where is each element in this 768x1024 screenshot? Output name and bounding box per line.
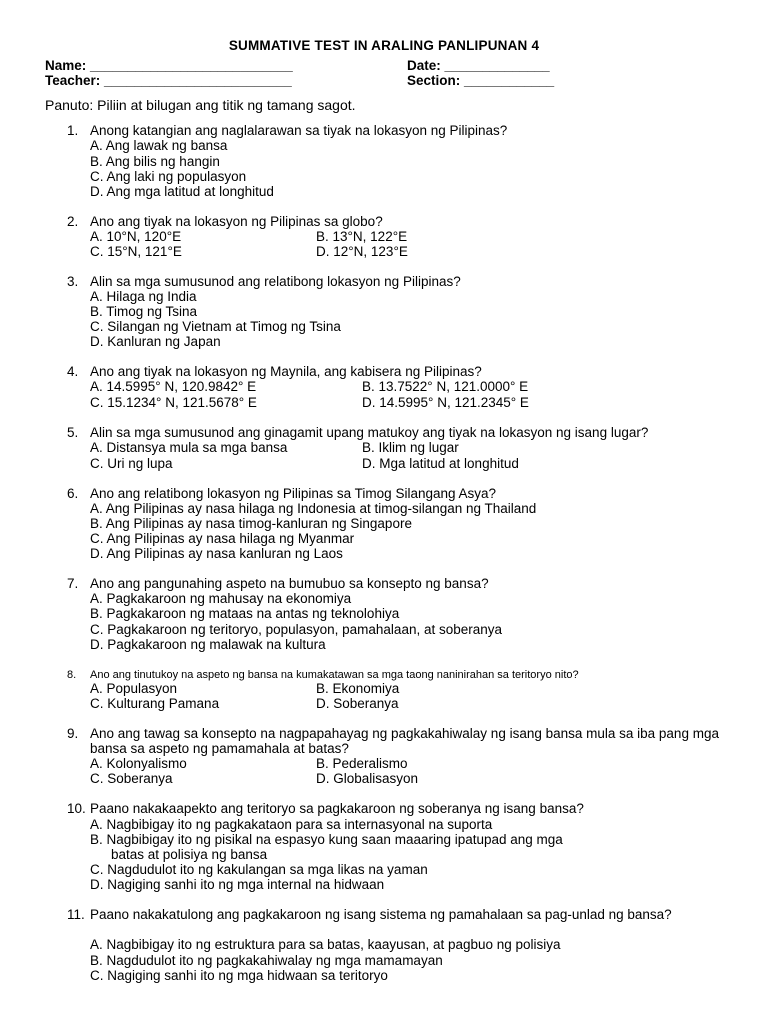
option-b[interactable]: B. Ang Pilipinas ay nasa timog-kanluran ng Singapore — [90, 516, 412, 531]
option-a[interactable]: A. Nagbibigay ito ng estruktura para sa batas, kaayusan, at pagbuo ng polisiya — [90, 937, 561, 952]
question-number: 2. — [67, 214, 79, 229]
name-field — [45, 58, 293, 73]
option-a[interactable]: A. Kolonyalismo — [90, 756, 187, 771]
option-d[interactable]: D. 14.5995° N, 121.2345° E — [362, 395, 529, 410]
option-a[interactable]: A. Nagbibigay ito ng pagkakataon para sa internasyonal na suporta — [90, 817, 493, 832]
option-a[interactable]: A. Distansya mula sa mga bansa — [90, 440, 288, 455]
option-d[interactable]: D. Soberanya — [316, 696, 399, 711]
option-a[interactable]: A. Ang lawak ng bansa — [90, 138, 228, 153]
teacher-line: _________________________ — [104, 73, 292, 88]
section-line: ____________ — [464, 73, 555, 88]
section-field — [407, 73, 554, 88]
option-b[interactable]: B. Pagkakaroon ng mataas na antas ng teknolohiya — [90, 606, 400, 621]
option-a[interactable]: A. 10°N, 120°E — [90, 229, 182, 244]
option-c[interactable]: C. Uri ng lupa — [90, 456, 173, 471]
question-number: 11. — [67, 907, 85, 922]
option-c[interactable]: C. Pagkakaroon ng teritoryo, populasyon, pamahalaan, at soberanya — [90, 622, 503, 637]
question-number: 5. — [67, 425, 79, 440]
section-label: Section: — [407, 73, 461, 88]
question-number: 9. — [67, 726, 79, 741]
option-c[interactable]: C. Kulturang Pamana — [90, 696, 220, 711]
option-d[interactable]: D. Globalisasyon — [316, 771, 419, 786]
option-c[interactable]: C. Ang Pilipinas ay nasa hilaga ng Myanmar — [90, 531, 355, 546]
question-stem: Anong katangian ang naglalarawan sa tiyak na lokasyon ng Pilipinas? — [90, 123, 508, 138]
question-stem: Paano nakakatulong ang pagkakaroon ng isang sistema ng pamahalaan sa pag-unlad ng bansa? — [90, 907, 672, 922]
question-number: 1. — [67, 123, 79, 138]
name-line: ___________________________ — [90, 58, 293, 73]
option-d[interactable]: D. 12°N, 123°E — [316, 244, 408, 259]
option-c[interactable]: C. 15.1234° N, 121.5678° E — [90, 395, 257, 410]
option-c[interactable]: C. Nagdudulot ito ng kakulangan sa mga likas na yaman — [90, 862, 428, 877]
option-d[interactable]: D. Ang mga latitud at longhitud — [90, 184, 274, 199]
date-label: Date: — [407, 58, 441, 73]
option-b-continued: batas at polisiya ng bansa — [111, 847, 268, 862]
question-number: 4. — [67, 364, 79, 379]
question-stem: Ano ang tiyak na lokasyon ng Maynila, ang kabisera ng Pilipinas? — [90, 364, 482, 379]
option-d[interactable]: D. Pagkakaroon ng malawak na kultura — [90, 637, 326, 652]
page-title: SUMMATIVE TEST IN ARALING PANLIPUNAN 4 — [228, 38, 540, 53]
question-number: 10. — [67, 801, 86, 816]
option-a[interactable]: A. Populasyon — [90, 681, 178, 696]
option-b[interactable]: B. Ekonomiya — [316, 681, 400, 696]
question-stem: Ano ang pangunahing aspeto na bumubuo sa konsepto ng bansa? — [90, 576, 489, 591]
question-number: 7. — [67, 576, 79, 591]
option-b[interactable]: B. Ang bilis ng hangin — [90, 154, 220, 169]
question-stem: Alin sa mga sumusunod ang relatibong lokasyon ng Pilipinas? — [90, 274, 461, 289]
option-d[interactable]: D. Ang Pilipinas ay nasa kanluran ng Laos — [90, 546, 343, 561]
option-c[interactable]: C. Ang laki ng populasyon — [90, 169, 247, 184]
question-number: 6. — [67, 486, 79, 501]
instructions: Panuto: Piliin at bilugan ang titik ng tamang sagot. — [45, 97, 356, 113]
option-b[interactable]: B. Nagbibigay ito ng pisikal na espasyo kung saan maaaring ipatupad ang mga — [90, 832, 563, 847]
option-a[interactable]: A. Pagkakaroon ng mahusay na ekonomiya — [90, 591, 352, 606]
option-d[interactable]: D. Nagiging sanhi ito ng mga internal na hidwaan — [90, 877, 385, 892]
option-b[interactable]: B. Iklim ng lugar — [362, 440, 459, 455]
option-c[interactable]: C. Silangan ng Vietnam at Timog ng Tsina — [90, 319, 341, 334]
option-a[interactable]: A. Ang Pilipinas ay nasa hilaga ng Indonesia at timog-silangan ng Thailand — [90, 501, 537, 516]
teacher-field — [45, 73, 292, 88]
option-b[interactable]: B. Timog ng Tsina — [90, 304, 198, 319]
option-a[interactable]: A. 14.5995° N, 120.9842° E — [90, 379, 257, 394]
question-stem: Ano ang tawag sa konsepto na nagpapahayag ng pagkakahiwalay ng isang bansa mula sa iba pang mga bansa sa aspeto ng pamamahala at batas? — [90, 726, 719, 757]
option-c[interactable]: C. Soberanya — [90, 771, 173, 786]
option-c[interactable]: C. Nagiging sanhi ito ng mga hidwaan sa teritoryo — [90, 968, 388, 983]
option-d[interactable]: D. Kanluran ng Japan — [90, 334, 221, 349]
question-stem: Ano ang relatibong lokasyon ng Pilipinas sa Timog Silangang Asya? — [90, 486, 497, 501]
question-number: 3. — [67, 274, 79, 289]
date-field — [407, 58, 550, 73]
date-line: ______________ — [444, 58, 550, 73]
question-number: 8. — [67, 669, 77, 681]
name-label: Name: — [45, 58, 87, 73]
question-stem: Ano ang tinutukoy na aspeto ng bansa na kumakatawan sa mga taong naninirahan sa teritoryo nito? — [90, 669, 579, 681]
option-d[interactable]: D. Mga latitud at longhitud — [362, 456, 519, 471]
option-a[interactable]: A. Hilaga ng India — [90, 289, 197, 304]
question-stem: Paano nakakaapekto ang teritoryo sa pagkakaroon ng soberanya ng isang bansa? — [90, 801, 584, 816]
option-c[interactable]: C. 15°N, 121°E — [90, 244, 182, 259]
teacher-label: Teacher: — [45, 73, 101, 88]
option-b[interactable]: B. Pederalismo — [316, 756, 408, 771]
question-stem: Ano ang tiyak na lokasyon ng Pilipinas sa globo? — [90, 214, 383, 229]
option-b[interactable]: B. Nagdudulot ito ng pagkakahiwalay ng mga mamamayan — [90, 953, 443, 968]
option-b[interactable]: B. 13°N, 122°E — [316, 229, 408, 244]
question-stem: Alin sa mga sumusunod ang ginagamit upang matukoy ang tiyak na lokasyon ng isang lugar? — [90, 425, 649, 440]
option-b[interactable]: B. 13.7522° N, 121.0000° E — [362, 379, 529, 394]
